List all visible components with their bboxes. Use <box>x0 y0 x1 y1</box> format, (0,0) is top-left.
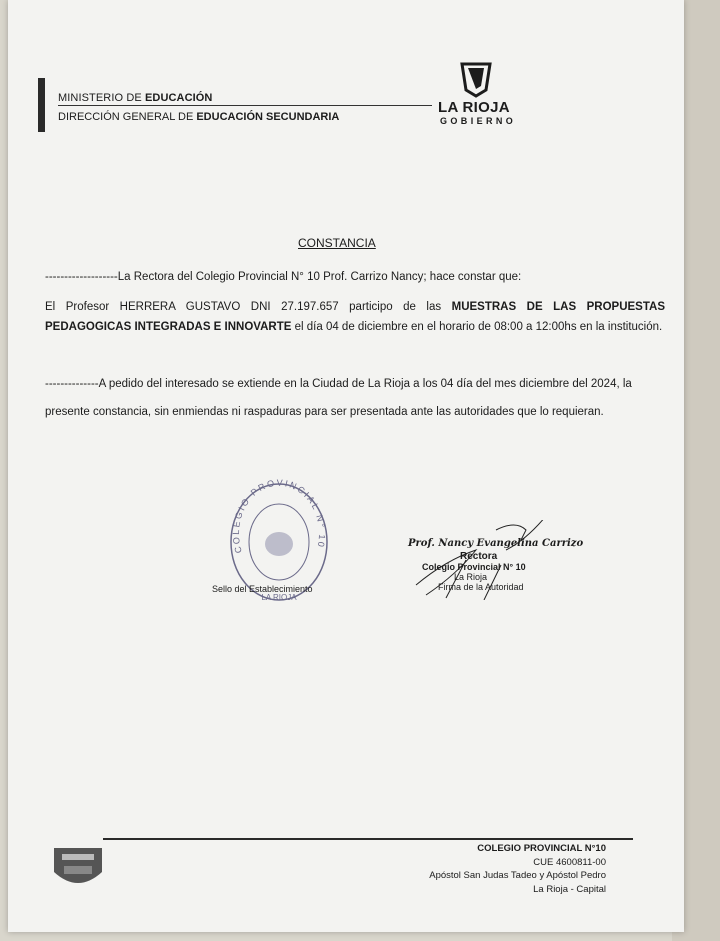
logo-subtitle: GOBIERNO <box>440 116 517 126</box>
paragraph-text: El Profesor HERRERA GUSTAVO DNI 27.197.657 participo de las <box>45 301 452 313</box>
footer-patron: Apóstol San Judas Tadeo y Apóstol Pedro <box>429 870 606 881</box>
signature-city: La Rioja <box>454 572 488 582</box>
document-page <box>8 0 684 932</box>
seal-bottom-text: LA RIOJA <box>261 593 297 602</box>
direction-prefix: DIRECCIÓN GENERAL DE <box>58 111 197 123</box>
logo-name: LA RIOJA <box>438 99 510 116</box>
ministry-bold: EDUCACIÓN <box>144 92 213 104</box>
seal-ring-text: COLEGIO PROVINCIAL N° 10 <box>230 477 328 555</box>
ministry-heading <box>58 92 212 104</box>
signature-name: Prof. Nancy Evangelina Carrizo <box>408 538 584 549</box>
paragraph-intro: -------------------La Rectora del Colegio Provincial N° 10 Prof. Carrizo Nancy; hace constar que: <box>45 271 522 283</box>
event-name: MUESTRAS DE LAS PROPUESTAS PEDAGOGICAS INTEGRADAS E INNOVARTE <box>45 301 665 333</box>
seal-caption: Sello del Establecimiento <box>212 584 313 594</box>
paragraph-closing: --------------A pedido del interesado se extiende en la Ciudad de La Rioja a los 04 día del mes diciembre del 2024, la presente constancia, sin enmiendas ni raspaduras para ser presentada ante las autoridades que lo requieran. <box>45 378 632 418</box>
footer-location: La Rioja - Capital <box>533 883 606 895</box>
signature-role: Rectora <box>460 551 498 562</box>
header-divider <box>58 105 432 106</box>
document-title: CONSTANCIA <box>298 236 376 250</box>
signature-caption: Firma de la Autoridad <box>438 582 524 592</box>
footer-school-name: COLEGIO PROVINCIAL N°10 <box>477 843 606 854</box>
direction-heading <box>58 111 339 123</box>
header-accent-bar <box>38 78 45 132</box>
paragraph-participation <box>45 297 665 337</box>
footer-school-info <box>429 842 606 896</box>
direction-bold: EDUCACIÓN SECUNDARIA <box>196 111 340 123</box>
paragraph-text: el día 04 de diciembre en el horario de 08:00 a 12:00hs en la institución. <box>291 321 663 333</box>
la-rioja-logo-icon <box>456 58 496 100</box>
footer-divider <box>103 838 633 840</box>
footer-cue: CUE 4600811-00 <box>533 856 606 868</box>
signature-school: Colegio Provincial N° 10 <box>422 562 526 572</box>
ministry-prefix: MINISTERIO DE <box>58 92 145 104</box>
school-crest-icon <box>50 842 106 894</box>
